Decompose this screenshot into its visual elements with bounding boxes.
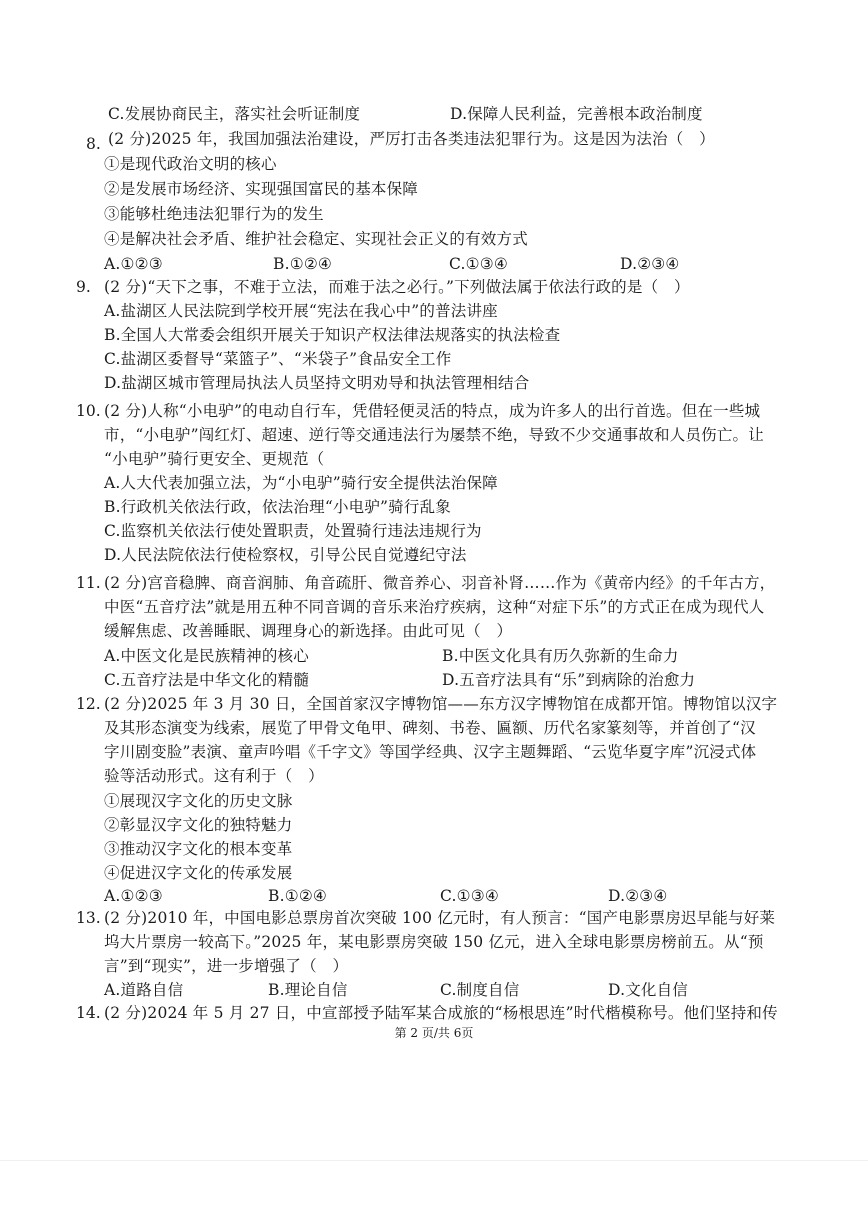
- q9-stem: (2 分)“天下之事，不难于立法，而难于法之必行。”下列做法属于依法行政的是（ ）: [104, 278, 690, 296]
- q9-option-c: C.盐湖区委督导“菜篮子”、“米袋子”食品安全工作: [104, 350, 452, 368]
- q13-number: 13.: [76, 909, 101, 927]
- q8-option-d: D.②③④: [620, 255, 680, 273]
- q8-item-1: ①是现代政治文明的核心: [104, 155, 277, 173]
- q8-item-4: ④是解决社会矛盾、维护社会稳定、实现社会正义的有效方式: [104, 230, 528, 248]
- q9-number: 9.: [76, 278, 91, 296]
- q11-option-d: D.五音疗法具有“乐”到病除的治愈力: [442, 671, 696, 689]
- q10-option-b: B.行政机关依法行政，依法治理“小电驴”骑行乱象: [104, 498, 451, 516]
- q11-option-b: B.中医文化具有历久弥新的生命力: [442, 647, 679, 665]
- prev-option-d: D.保障人民利益，完善根本政治制度: [450, 105, 703, 123]
- q10-stem-line-1: (2 分)人称“小电驴”的电动自行车，凭借轻便灵活的特点，成为许多人的出行首选。但在一些城: [104, 402, 761, 420]
- prev-option-c: C.发展协商民主，落实社会听证制度: [108, 105, 361, 123]
- q8-option-b: B.①②④: [273, 255, 333, 273]
- q8-option-c: C.①③④: [449, 255, 508, 273]
- q10-option-c: C.监察机关依法行使处置职责，处置骑行违法违规行为: [104, 522, 482, 540]
- q11-stem-line-3: 缓解焦虑、改善睡眠、调理身心的新选择。由此可见（ ）: [104, 622, 513, 640]
- q11-stem-line-2: 中医“五音疗法”就是用五种不同音调的音乐来治疗疾病，这种“对症下乐”的方式正在成为现代人: [104, 598, 765, 616]
- q9-option-a: A.盐湖区人民法院到学校开展“宪法在我心中”的普法讲座: [104, 302, 498, 320]
- q12-stem-line-2: 及其形态演变为线索，展览了甲骨文龟甲、碑刻、书卷、匾额、历代名家篆刻等，并首创了“汉: [104, 719, 756, 737]
- q12-option-b: B.①②④: [268, 887, 328, 905]
- q11-option-a: A.中医文化是民族精神的核心: [104, 647, 309, 665]
- q13-option-b: B.理论自信: [268, 981, 348, 999]
- q10-option-a: A.人大代表加强立法，为“小电驴”骑行安全提供法治保障: [104, 474, 498, 492]
- q13-stem-line-2: 坞大片票房一较高下。”2025 年，某电影票房突破 150 亿元，进入全球电影票房榜前五。从“预: [104, 933, 764, 951]
- q12-stem-line-3: 字川剧变脸”表演、童声吟唱《千字文》等国学经典、汉字主题舞蹈、“云览华夏字库”沉浸式体: [104, 743, 757, 761]
- q12-stem-line-1: (2 分)2025 年 3 月 30 日，全国首家汉字博物馆——东方汉字博物馆在成都开馆。博物馆以汉字: [104, 695, 778, 713]
- q8-item-3: ③能够杜绝违法犯罪行为的发生: [104, 205, 324, 223]
- q9-option-b: B.全国人大常委会组织开展关于知识产权法律法规落实的执法检查: [104, 326, 561, 344]
- q11-number: 11.: [76, 574, 101, 592]
- q12-item-2: ②彰显汉字文化的独特魅力: [104, 816, 293, 834]
- q8-item-2: ②是发展市场经济、实现强国富民的基本保障: [104, 180, 419, 198]
- q11-option-c: C.五音疗法是中华文化的精髓: [104, 671, 310, 689]
- q12-item-4: ④促进汉字文化的传承发展: [104, 864, 293, 882]
- q8-stem: (2 分)2025 年，我国加强法治建设，严厉打击各类违法犯罪行为。这是因为法治（ ）: [108, 130, 715, 148]
- q10-stem-line-2: 市，“小电驴”闯红灯、超速、逆行等交通违法行为屡禁不绝，导致不少交通事故和人员伤亡。让: [104, 426, 764, 444]
- q12-item-3: ③推动汉字文化的根本变革: [104, 840, 293, 858]
- scan-edge-divider: [0, 1160, 868, 1161]
- q14-number: 14.: [76, 1004, 101, 1022]
- q10-stem-line-3: “小电驴”骑行更安全、更规范（: [104, 450, 325, 468]
- q14-stem: (2 分)2024 年 5 月 27 日，中宣部授予陆军某合成旅的“杨根思连”时代楷模称号。他们坚持和传: [104, 1004, 778, 1022]
- q13-stem-line-3: 言”到“现实”，进一步增强了（ ）: [104, 957, 349, 975]
- q8-number: 8.: [86, 135, 101, 153]
- q13-stem-line-1: (2 分)2010 年，中国电影总票房首次突破 100 亿元时，有人预言：“国产电影票房迟早能与好莱: [104, 909, 776, 927]
- q13-option-c: C.制度自信: [440, 981, 520, 999]
- q12-item-1: ①展现汉字文化的历史文脉: [104, 792, 293, 810]
- q9-option-d: D.盐湖区城市管理局执法人员坚持文明劝导和执法管理相结合: [104, 374, 530, 392]
- q12-stem-line-4: 验等活动形式。这有利于（ ）: [104, 767, 324, 785]
- q12-option-c: C.①③④: [440, 887, 499, 905]
- q12-option-d: D.②③④: [608, 887, 668, 905]
- q8-option-a: A.①②③: [104, 255, 163, 273]
- q12-number: 12.: [76, 695, 101, 713]
- q12-option-a: A.①②③: [104, 887, 163, 905]
- q10-number: 10.: [76, 402, 101, 420]
- page-footer: 第 2 页/共 6页: [394, 1026, 474, 1040]
- q13-option-a: A.道路自信: [104, 981, 184, 999]
- q13-option-d: D.文化自信: [608, 981, 689, 999]
- q10-option-d: D.人民法院依法行使检察权，引导公民自觉遵纪守法: [104, 546, 467, 564]
- q11-stem-line-1: (2 分)宫音稳脾、商音润肺、角音疏肝、微音养心、羽音补肾……作为《黄帝内经》的千年古方，: [104, 574, 776, 592]
